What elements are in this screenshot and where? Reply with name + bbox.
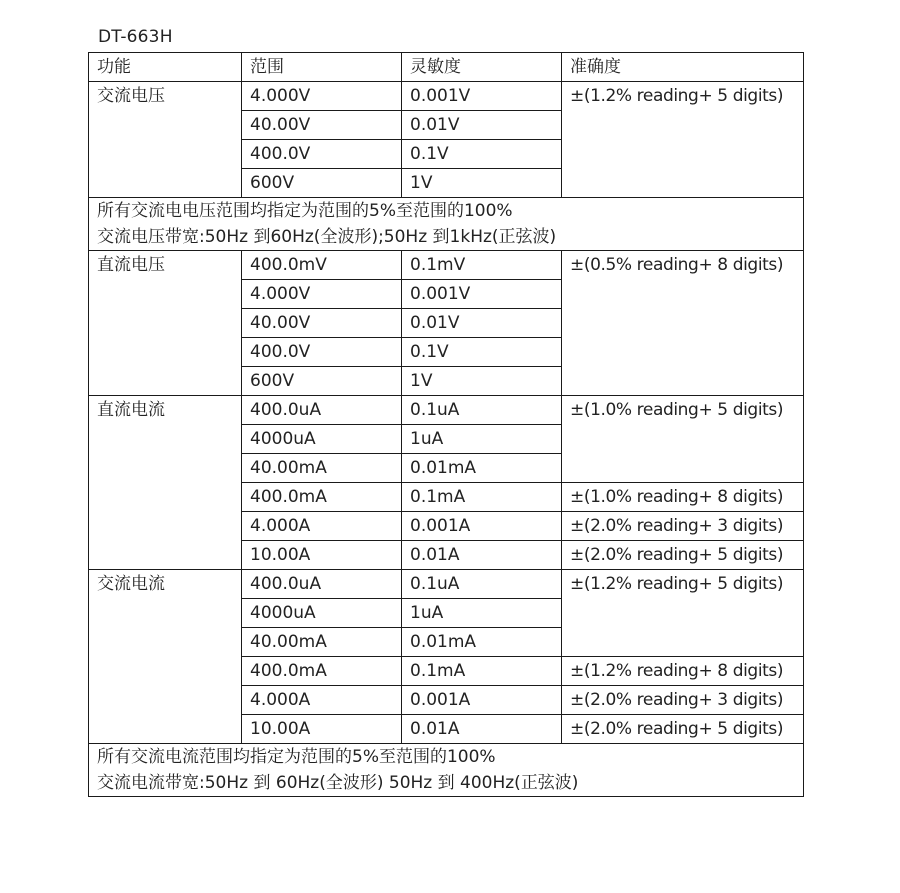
function-cell: 直流电压 [89,251,242,396]
note-row [89,744,804,797]
sensitivity-cell: 1V [402,367,562,396]
table-row [89,82,804,111]
range-cell: 400.0uA [242,396,402,425]
range-cell: 4.000V [242,280,402,309]
sensitivity-cell: 0.01mA [402,454,562,483]
range-cell: 10.00A [242,715,402,744]
header-sensitivity: 灵敏度 [402,53,562,82]
range-cell: 400.0mA [242,483,402,512]
sensitivity-cell: 0.001A [402,512,562,541]
range-cell: 400.0V [242,338,402,367]
function-cell: 交流电压 [89,82,242,198]
range-cell: 4.000A [242,686,402,715]
range-cell: 40.00V [242,111,402,140]
range-cell: 4.000A [242,512,402,541]
note-line: 交流电流带宽:50Hz 到 60Hz(全波形) 50Hz 到 400Hz(正弦波) [97,773,579,793]
range-cell: 40.00mA [242,628,402,657]
range-cell: 400.0mV [242,251,402,280]
note-line: 所有交流电电压范围均指定为范围的5%至范围的100% [97,201,513,221]
range-cell: 600V [242,367,402,396]
sensitivity-cell: 0.01A [402,541,562,570]
accuracy-cell: ±(1.2% reading+ 8 digits) [562,657,804,686]
header-function: 功能 [89,53,242,82]
sensitivity-cell: 0.1uA [402,570,562,599]
table-row [89,251,804,280]
sensitivity-cell: 0.1mA [402,483,562,512]
sensitivity-cell: 0.001V [402,82,562,111]
range-cell: 400.0uA [242,570,402,599]
document-title: DT-663H [98,27,173,47]
range-cell: 4000uA [242,425,402,454]
sensitivity-cell: 0.1uA [402,396,562,425]
function-cell: 交流电流 [89,570,242,744]
accuracy-cell: ±(1.0% reading+ 8 digits) [562,483,804,512]
range-cell: 40.00V [242,309,402,338]
sensitivity-cell: 1V [402,169,562,198]
sensitivity-cell: 0.01mA [402,628,562,657]
header-range: 范围 [242,53,402,82]
table-row [89,396,804,425]
function-cell: 直流电流 [89,396,242,570]
accuracy-cell: ±(0.5% reading+ 8 digits) [562,251,804,396]
header-row [89,53,804,82]
accuracy-cell: ±(2.0% reading+ 3 digits) [562,686,804,715]
range-cell: 600V [242,169,402,198]
range-cell: 400.0mA [242,657,402,686]
accuracy-cell: ±(1.0% reading+ 5 digits) [562,396,804,483]
range-cell: 40.00mA [242,454,402,483]
accuracy-cell: ±(1.2% reading+ 5 digits) [562,82,804,198]
sensitivity-cell: 0.01V [402,111,562,140]
sensitivity-cell: 0.01A [402,715,562,744]
range-cell: 4000uA [242,599,402,628]
accuracy-cell: ±(1.2% reading+ 5 digits) [562,570,804,657]
note-cell [89,198,804,251]
sensitivity-cell: 0.1mV [402,251,562,280]
sensitivity-cell: 0.001A [402,686,562,715]
sensitivity-cell: 0.01V [402,309,562,338]
sensitivity-cell: 1uA [402,599,562,628]
note-cell [89,744,804,797]
header-accuracy: 准确度 [562,53,804,82]
note-row [89,198,804,251]
accuracy-cell: ±(2.0% reading+ 3 digits) [562,512,804,541]
spec-table [88,52,804,797]
sensitivity-cell: 0.001V [402,280,562,309]
range-cell: 10.00A [242,541,402,570]
accuracy-cell: ±(2.0% reading+ 5 digits) [562,715,804,744]
sensitivity-cell: 0.1V [402,338,562,367]
range-cell: 400.0V [242,140,402,169]
range-cell: 4.000V [242,82,402,111]
note-line: 所有交流电流范围均指定为范围的5%至范围的100% [97,747,496,767]
sensitivity-cell: 0.1V [402,140,562,169]
sensitivity-cell: 0.1mA [402,657,562,686]
sensitivity-cell: 1uA [402,425,562,454]
table-row [89,570,804,599]
note-line: 交流电压带宽:50Hz 到60Hz(全波形);50Hz 到1kHz(正弦波) [97,227,557,247]
spec-table-body [89,53,804,797]
accuracy-cell: ±(2.0% reading+ 5 digits) [562,541,804,570]
